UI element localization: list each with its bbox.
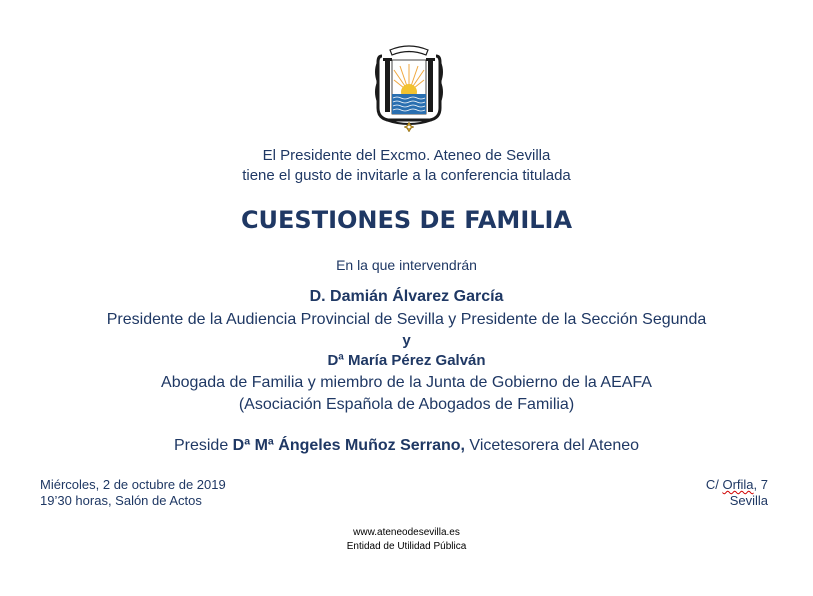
- preside-line: [0, 437, 813, 455]
- conjunction: y: [402, 332, 411, 349]
- preside-name: Dª Mª Ángeles Muñoz Serrano,: [232, 437, 465, 454]
- preside-prefix: Preside: [173, 437, 233, 454]
- footer-website: www.ateneodesevilla.es: [353, 527, 460, 538]
- svg-text:·····: ·····: [406, 50, 412, 54]
- event-details: [40, 477, 226, 509]
- speakers-intro: En la que intervendrán: [336, 257, 477, 273]
- intro-line-1: El Presidente del Excmo. Ateneo de Sevilla: [262, 147, 551, 164]
- address-street: [706, 477, 768, 493]
- event-date: Miércoles, 2 de octubre de 2019: [40, 477, 226, 492]
- address-city: Sevilla: [729, 493, 768, 508]
- conference-title: CUESTIONES DE FAMILIA: [240, 206, 573, 234]
- address-street-number: , 7: [753, 477, 768, 492]
- address-street-prefix: C/: [705, 477, 723, 492]
- event-time-place: 19’30 horas, Salón de Actos: [40, 493, 202, 508]
- speaker1-role: Presidente de la Audiencia Provincial de Sevilla y Presidente de la Sección Segunda: [106, 311, 707, 328]
- address-street-name: Orfila: [722, 477, 754, 492]
- intro-line-2: tiene el gusto de invitarle a la conferencia titulada: [242, 167, 571, 184]
- speaker2-role-line1: Abogada de Familia y miembro de la Junta de Gobierno de la AEAFA: [161, 374, 652, 391]
- speaker2-name: Dª María Pérez Galván: [327, 352, 486, 369]
- speaker2-role-line2: (Asociación Española de Abogados de Familia): [238, 396, 575, 413]
- ateneo-emblem-icon: [372, 42, 446, 136]
- preside-suffix: Vicetesorera del Ateneo: [464, 437, 640, 454]
- speaker1-name: D. Damián Álvarez García: [309, 288, 504, 305]
- footer-entity: Entidad de Utilidad Pública: [346, 541, 467, 552]
- address: [706, 477, 768, 509]
